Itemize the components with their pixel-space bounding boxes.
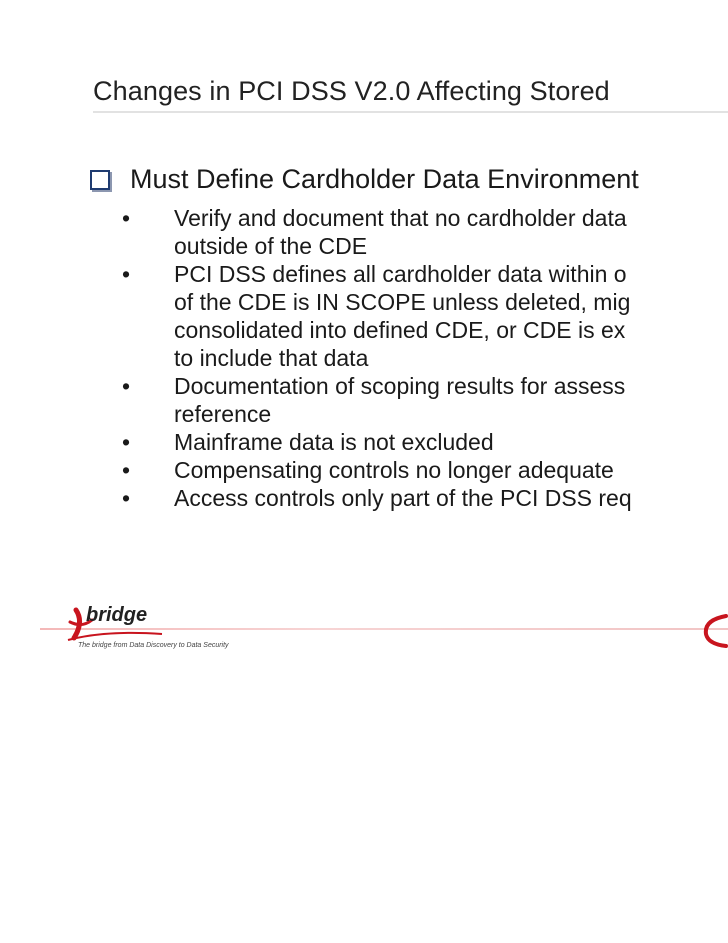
xbridge-logo — [66, 600, 229, 660]
bullet-line: of the CDE is IN SCOPE unless deleted, mig — [174, 289, 631, 315]
bullet-item — [122, 204, 632, 260]
logo-tagline: The bridge from Data Discovery to Data Security — [78, 642, 229, 649]
bullet-list — [122, 204, 632, 512]
bullet-marker: • — [122, 429, 131, 455]
bullet-line: Mainframe data is not excluded — [174, 429, 494, 455]
logo-wordmark: bridge — [86, 604, 148, 626]
bullet-line: to include that data — [174, 345, 369, 371]
bullet-item — [122, 428, 632, 456]
bullet-marker: • — [122, 261, 131, 287]
red-swoosh-logo-icon — [700, 612, 728, 652]
bullet-line: reference — [174, 401, 272, 427]
bullet-marker: • — [122, 205, 131, 231]
bullet-line: PCI DSS defines all cardholder data within o — [174, 261, 627, 287]
checkbox-bullet-icon — [90, 170, 110, 190]
bullet-line: Verify and document that no cardholder data — [174, 205, 627, 231]
main-point — [90, 164, 639, 195]
bullet-line: Documentation of scoping results for assess — [174, 373, 626, 399]
bullet-item — [122, 260, 632, 372]
bullet-line: consolidated into defined CDE, or CDE is ex — [174, 317, 626, 343]
bullet-marker: • — [122, 373, 131, 399]
main-point-text: Must Define Cardholder Data Environment — [130, 164, 639, 194]
bullet-item — [122, 456, 632, 484]
title-divider — [93, 111, 728, 113]
slide-title: Changes in PCI DSS V2.0 Affecting Stored — [93, 76, 610, 106]
bullet-item — [122, 372, 632, 428]
bullet-line: Compensating controls no longer adequate — [174, 457, 614, 483]
bullet-marker: • — [122, 485, 131, 511]
bullet-line: outside of the CDE — [174, 233, 368, 259]
bullet-line: Access controls only part of the PCI DSS req — [174, 485, 632, 511]
bullet-item — [122, 484, 632, 512]
bullet-marker: • — [122, 457, 131, 483]
